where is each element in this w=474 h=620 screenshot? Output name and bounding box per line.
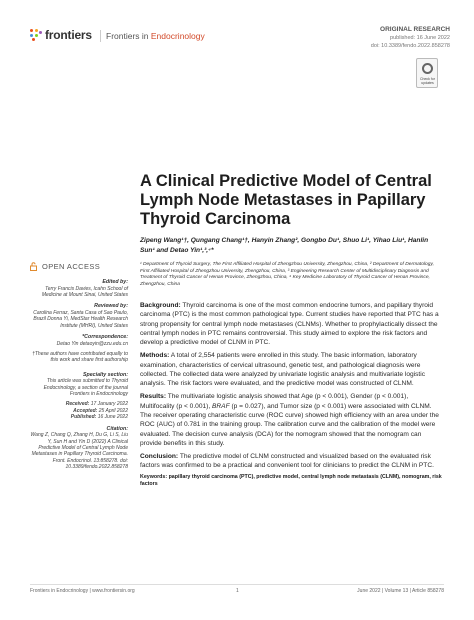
received-label: Received: <box>65 401 90 408</box>
accepted-value: 25 April 2022 <box>98 407 128 414</box>
citation-label: Citation: <box>106 425 128 432</box>
correspondence-value[interactable]: Detao Yin detaoyin@zzu.edu.cn <box>56 340 128 347</box>
abstract-results: Results: The multivariate logistic analysis showed that Age (p < 0.001), Gender (p < 0.001), Multifocality (p < 0.001), BRAF (p = 0.027), and Tumor size (p < 0.001) were associated with CLNM. The receiver operating characteristic curve (ROC curve) showed high efficiency with an area under the ROC (AUC) of 0.781 in the training group. The calibration curve and the calibration of the model were evaluated. The decision curve analysis (DCA) for the nomogram showed that the nomogram can provide benefits in this study. <box>140 393 439 447</box>
reviewed-by-label: Reviewed by: <box>94 303 128 310</box>
correspondence-label: *Correspondence: <box>82 334 128 341</box>
article-title: A Clinical Predictive Model of Central Lymph Node Metastases in Papillary Thyroid Carcinoma <box>140 172 432 228</box>
header-divider <box>100 30 101 42</box>
citation-value: Wang Z, Chang Q, Zhang H, Du G, Li S, Liu Y, Sun H and Yin D (2022) A Clinical Predictive Model of Central Lymph Node Metastases in Papillary Thyroid Carcinoma. Front. Endocrinol. 13:858278. doi: 10.3389/fendo.2022.858278 <box>30 432 128 471</box>
author-list: Zipeng Wang¹†, Qungang Chang¹†, Hanyin Zhang², Gongbo Du¹, Shuo Li¹, Yihao Liu¹, Hanlin Sun¹ and Detao Yin¹,³,⁴* <box>140 237 429 254</box>
article-type: ORIGINAL RESEARCH <box>380 26 450 33</box>
frontiers-logo-icon <box>30 29 42 41</box>
specialty-value: This article was submitted to Thyroid Endocrinology, a section of the journal Frontiers in Endocrinology <box>43 378 128 398</box>
open-access-label: OPEN ACCESS <box>42 262 101 271</box>
page-number: 1 <box>236 588 239 594</box>
article-sidebar <box>30 262 128 471</box>
keywords: Keywords: papillary thyroid carcinoma (PTC), predictive model, central lymph node metastasis (CLNM), nomogram, risk factors <box>140 474 442 488</box>
open-access-badge <box>30 262 128 271</box>
edited-by-label: Edited by: <box>102 279 128 285</box>
equal-contribution-note: †These authors have contributed equally to this work and share first authorship <box>32 350 128 364</box>
footer-divider <box>30 584 444 585</box>
logo-text: frontiers <box>45 28 92 42</box>
edited-by-value: Terry Francis Davies, Icahn School of Medicine at Mount Sinai, United States <box>41 285 128 298</box>
published-value: 16 June 2022 <box>97 414 128 421</box>
abstract <box>140 301 442 492</box>
abstract-conclusion: Conclusion: The predictive model of CLNM constructed and visualized based on the evaluated risk factors was confirmed to be a practical and convenient tool for clinicians to predict the CLNM in PTC. <box>140 452 434 470</box>
abstract-methods: Methods: A total of 2,554 patients were enrolled in this study. The basic information, laboratory examination, characteristics of cervical ultrasound, genetic test, and pathological diagnosis were collected. The collected data were analyzed by univariate logistic analysis and multivariate logistic analysis. The risk factors were evaluated, and the predictive model was constructed of CLNM. <box>140 352 426 388</box>
footer-journal-link[interactable]: Frontiers in Endocrinology | www.frontiersin.org <box>30 588 135 594</box>
reviewed-by-value: Carolina Ferraz, Santa Casa of Sao Paulo, Brazil Donna Yi, MedStar Health Research Institute (MHRI), United States <box>33 309 128 329</box>
abstract-background: Background: Thyroid carcinoma is one of the most common endocrine tumors, and papillary thyroid carcinoma (PTC) is the most common pathological type. Current studies have reported that PTC has a strong propensity for central lymph node metastases (CLNMs). Whether to prophylactically dissect the central lymph nodes in PTC remains controversial. This study aimed to explore the risk factors and develop a predictive model of CLNM in PTC. <box>140 302 439 347</box>
accepted-label: Accepted: <box>73 407 98 414</box>
published-date: published: 16 June 2022 <box>390 35 450 41</box>
open-lock-icon <box>30 262 37 271</box>
affiliations: ¹ Department of Thyroid Surgery, The First Affiliated Hospital of Zhengzhou University, Zhengzhou, China, ² Department of Dermatology, First Affiliated Hospital of Zhengzhou University, Zhengzhou, China, ³ Engineering Research Center of Multidisciplinary Diagnosis and Treatment of Thyroid Cancer of Henan Province, Zhengzhou, China, ⁴ Key Medicine Laboratory of Thyroid Cancer of Henan Province, Zhengzhou, China <box>140 262 434 287</box>
article-header <box>30 22 450 62</box>
updates-label: Check for updates <box>420 77 435 85</box>
check-for-updates-button[interactable] <box>416 58 438 88</box>
published-label: Published: <box>70 414 97 421</box>
updates-icon <box>422 63 433 74</box>
frontiers-logo[interactable] <box>30 28 92 42</box>
article-meta <box>371 26 450 50</box>
specialty-label: Specialty section: <box>82 371 128 378</box>
footer-issue-info: June 2022 | Volume 13 | Article 858278 <box>357 588 444 594</box>
received-value: 17 January 2022 <box>90 401 128 408</box>
page-footer <box>30 588 444 598</box>
doi-link[interactable]: doi: 10.3389/fendo.2022.858278 <box>370 43 450 49</box>
journal-name[interactable]: Frontiers in Endocrinology <box>106 31 205 41</box>
